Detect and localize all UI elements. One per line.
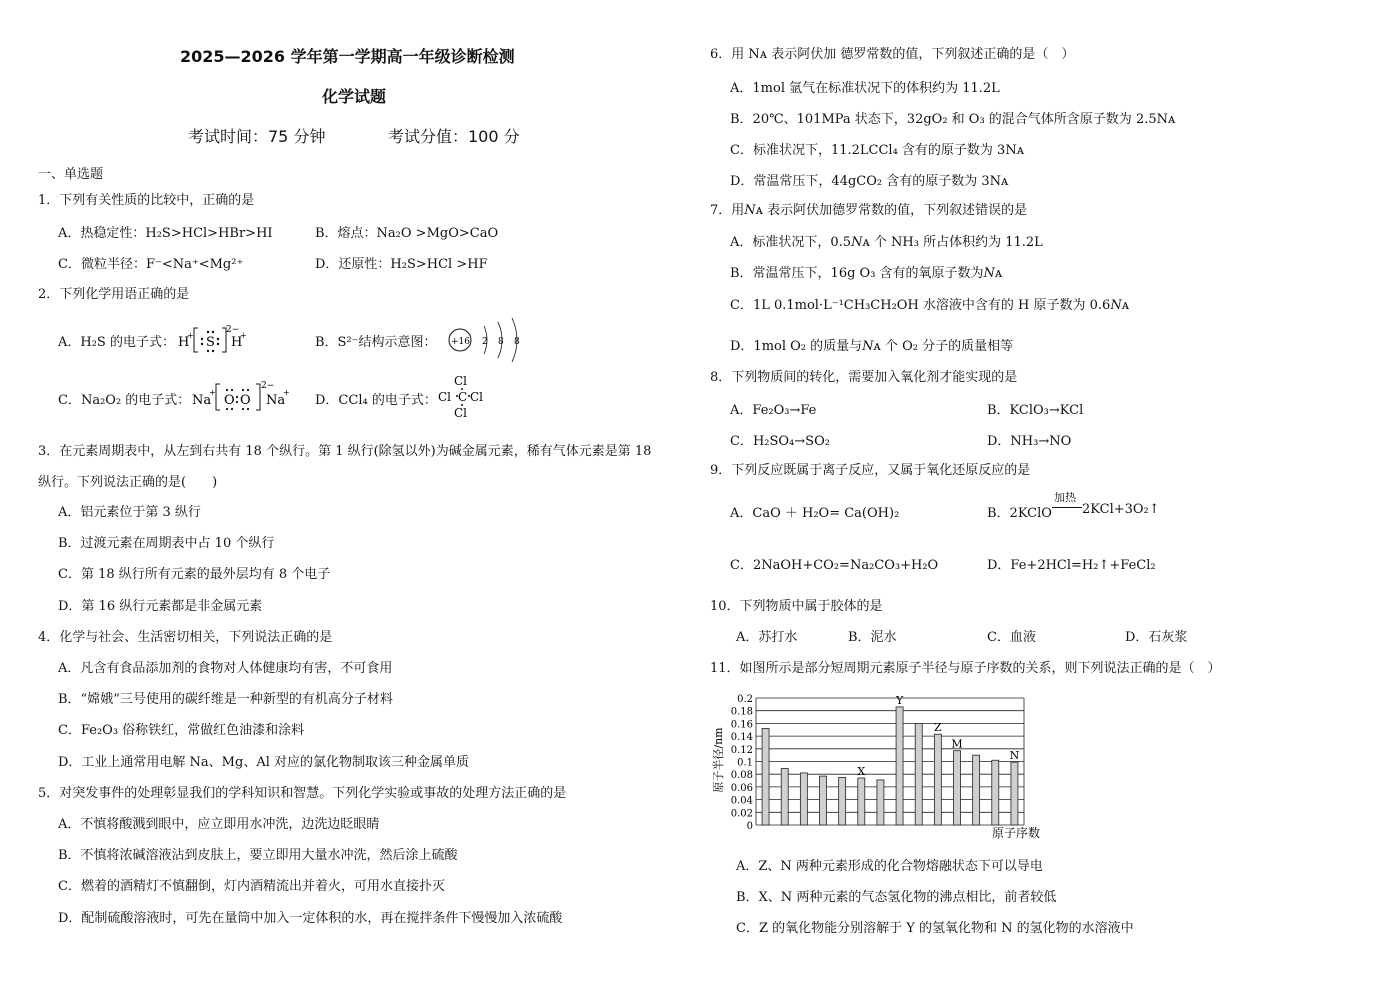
q10-option-b: B．泥水 [848, 630, 897, 645]
svg-text:S: S [206, 335, 215, 350]
q9-stem: 9．下列反应既属于离子反应，又属于氧化还原反应的是 [710, 463, 1031, 478]
exam-score: 考试分值：100 分 [388, 127, 520, 146]
svg-text:O: O [224, 393, 235, 408]
q4-option-b: B．“嫦娥”三号使用的碳纤维是一种新型的有机高分子材料 [58, 692, 393, 707]
bar [992, 760, 999, 825]
q3-option-b: B．过渡元素在周期表中占 10 个纵行 [58, 536, 275, 551]
bar [820, 776, 827, 825]
q6-option-a: A．1mol 氩气在标准状况下的体积约为 11.2L [730, 81, 1000, 96]
q9-option-a: A．CaO ＋ H₂O= Ca(OH)₂ [730, 506, 900, 521]
shell-3: 8 [514, 337, 520, 347]
q9-option-b-products: 2KCl+3O₂↑ [1082, 502, 1160, 517]
shell-2: 8 [498, 337, 504, 347]
q6-option-d: D．常温常压下，44gCO₂ 含有的原子数为 3Nᴀ [730, 174, 1009, 189]
q7-option-b: B．常温常压下，16g O₃ 含有的氧原子数为𝑁ᴀ [730, 266, 1003, 281]
bar [973, 755, 980, 825]
reaction-arrow-line [1052, 507, 1082, 508]
ccl4-electron-formula [436, 372, 494, 420]
q1-option-d: D．还原性：H₂S>HCl >HF [315, 257, 488, 272]
svg-text:Cl: Cl [438, 390, 452, 404]
h2s-electron-formula [176, 318, 256, 358]
y-tick-label: 0.1 [737, 757, 753, 769]
svg-text:O: O [240, 393, 251, 408]
svg-text:Na: Na [192, 393, 212, 408]
svg-text:C: C [458, 390, 468, 404]
y-tick-label: 0.16 [730, 719, 753, 731]
nucleus-charge: +16 [451, 337, 470, 347]
bar-label: Y [895, 693, 904, 707]
q11-stem: 11．如图所示是部分短周期元素原子半径与原子序数的关系，则下列说法正确的是（ ） [710, 661, 1221, 676]
q10-option-c: C．血液 [987, 630, 1036, 645]
svg-text:Cl: Cl [454, 374, 468, 388]
bar [800, 773, 807, 825]
q8-option-a: A．Fe₂O₃→Fe [730, 403, 817, 418]
y-tick-label: 0 [746, 821, 753, 832]
svg-text:+: + [187, 331, 194, 340]
svg-text:+: + [209, 388, 216, 397]
exam-time: 考试时间：75 分钟 [188, 127, 326, 146]
q2-option-b: B．S²⁻结构示意图： [315, 335, 437, 350]
q4-option-d: D．工业上通常用电解 Na、Mg、Al 对应的氯化物制取该三种金属单质 [58, 755, 469, 770]
q8-option-b: B．KClO₃→KCl [987, 403, 1084, 418]
q2-option-a: A．H₂S 的电子式： [58, 335, 175, 350]
q5-option-b: B．不慎将浓碱溶液沾到皮肤上，要立即用大量水冲洗，然后涂上硫酸 [58, 848, 458, 863]
q4-option-c: C．Fe₂O₃ 俗称铁红，常做红色油漆和涂料 [58, 723, 305, 738]
q7-option-a: A．标准状况下，0.5𝑁ᴀ 个 NH₃ 所占体积约为 11.2L [730, 235, 1043, 250]
bar [954, 751, 961, 825]
chart-y-ticks [731, 694, 753, 832]
bar-label: X [857, 765, 866, 779]
q10-option-d: D．石灰浆 [1125, 630, 1188, 645]
y-tick-label: 0.02 [730, 808, 753, 820]
q7-option-c: C．1L 0.1mol·L⁻¹CH₃CH₂OH 水溶液中含有的 H 原子数为 0.6𝑁ᴀ [730, 298, 1130, 313]
chart-x-axis-label: 原子序数 [992, 826, 1041, 840]
q8-stem: 8．下列物质间的转化，需要加入氧化剂才能实现的是 [710, 370, 1018, 385]
bar-label: M [951, 737, 963, 751]
bar-label: Z [934, 721, 942, 735]
q11-option-a: A．Z、N 两种元素形成的化合物熔融状态下可以导电 [736, 859, 1043, 874]
subject-title: 化学试题 [322, 87, 387, 106]
q3-option-d: D．第 16 纵行元素都是非金属元素 [58, 599, 263, 614]
q7-stem: 7．用𝑁ᴀ 表示阿伏加德罗常数的值，下列叙述错误的是 [710, 203, 1028, 218]
svg-text:H: H [231, 335, 243, 350]
bar-label: N [1009, 749, 1020, 763]
q1-option-b: B．熔点：Na₂O >MgO>CaO [315, 226, 499, 241]
y-tick-label: 0.12 [730, 744, 753, 756]
bar [1011, 762, 1018, 825]
y-tick-label: 0.06 [730, 782, 753, 794]
q5-option-d: D．配制硫酸溶液时，可先在量筒中加入一定体积的水，再在搅拌条件下慢慢加入浓硫酸 [58, 911, 563, 926]
q1-option-a: A．热稳定性：H₂S>HCl>HBr>HI [58, 226, 273, 241]
q8-option-c: C．H₂SO₄→SO₂ [730, 434, 830, 449]
q9-option-c: C．2NaOH+CO₂=Na₂CO₃+H₂O [730, 558, 939, 573]
shell-1: 2 [482, 337, 488, 347]
s2-structure-diagram [444, 314, 530, 362]
svg-text:2−: 2− [226, 325, 240, 335]
svg-text:+: + [283, 388, 290, 397]
q2-stem: 2．下列化学用语正确的是 [38, 287, 190, 302]
bar [896, 707, 903, 825]
q5-stem: 5．对突发事件的处理彰显我们的学科知识和智慧。下列化学实验或事故的处理方法正确的是 [38, 786, 567, 801]
svg-text:Cl: Cl [454, 406, 468, 420]
q9-option-d: D．Fe+2HCl=H₂↑+FeCl₂ [987, 558, 1156, 573]
svg-text:2−: 2− [261, 381, 275, 391]
bar [877, 780, 884, 825]
q11-option-c: C．Z 的氧化物能分别溶解于 Y 的氢氧化物和 N 的氢化物的水溶液中 [736, 921, 1134, 936]
q8-option-d: D．NH₃→NO [987, 434, 1072, 449]
section-heading: 一、单选题 [38, 167, 104, 182]
q5-option-c: C．燃着的酒精灯不慎翻倒，灯内酒精流出并着火，可用水直接扑灭 [58, 879, 445, 894]
q4-option-a: A．凡含有食品添加剂的食物对人体健康均有害，不可食用 [58, 661, 393, 676]
y-tick-label: 0.18 [730, 706, 753, 718]
q7-option-d: D．1mol O₂ 的质量与𝑁ᴀ 个 O₂ 分子的质量相等 [730, 339, 1014, 354]
q3-stem-line1: 3．在元素周期表中，从左到右共有 18 个纵行。第 1 纵行(除氢以外)为碱金属元素，稀有气体元素是第 18 [38, 444, 652, 459]
q9-option-b-prefix: B．2KClO [987, 506, 1052, 521]
q2-option-d: D．CCl₄ 的电子式： [315, 393, 437, 408]
q6-option-c: C．标准状况下，11.2LCCl₄ 含有的原子数为 3Nᴀ [730, 143, 1025, 158]
exam-title: 2025—2026 学年第一学期高一年级诊断检测 [180, 47, 515, 66]
q10-stem: 10．下列物质中属于胶体的是 [710, 599, 883, 614]
q6-stem: 6．用 Nᴀ 表示阿伏加 德罗常数的值，下列叙述正确的是（ ） [710, 47, 1075, 62]
q3-option-c: C．第 18 纵行所有元素的最外层均有 8 个电子 [58, 567, 331, 582]
y-tick-label: 0.04 [730, 795, 753, 807]
q1-option-c: C．微粒半径：F⁻<Na⁺<Mg²⁺ [58, 257, 244, 272]
q10-option-a: A．苏打水 [736, 630, 798, 645]
na2o2-electron-formula [190, 378, 290, 414]
svg-text:H: H [178, 335, 190, 350]
bar [915, 723, 922, 825]
q9-option-b-condition: 加热 [1054, 491, 1076, 504]
q6-option-b: B．20℃、101MPa 状态下，32gO₂ 和 O₃ 的混合气体所含原子数为 2.5Nᴀ [730, 112, 1176, 127]
svg-text:+: + [240, 331, 247, 340]
y-tick-label: 0.14 [730, 732, 753, 744]
q3-stem-line2: 纵行。下列说法正确的是( ) [38, 475, 218, 490]
chart-grid [756, 698, 1024, 825]
chart-bars [762, 707, 1018, 825]
bar [839, 777, 846, 825]
y-tick-label: 0.08 [730, 770, 753, 782]
bar [781, 768, 788, 825]
bar [934, 734, 941, 825]
svg-text:Cl: Cl [470, 390, 484, 404]
q3-option-a: A．铝元素位于第 3 纵行 [58, 505, 201, 520]
bar [762, 728, 769, 825]
chart-y-axis-label: 原子半径/nm [712, 727, 725, 793]
bar [858, 778, 865, 825]
q5-option-a: A．不慎将酸溅到眼中，应立即用水冲洗，边洗边眨眼睛 [58, 817, 380, 832]
q1-stem: 1．下列有关性质的比较中，正确的是 [38, 193, 255, 208]
svg-text:Na: Na [266, 393, 286, 408]
q2-option-c: C．Na₂O₂ 的电子式： [58, 393, 191, 408]
q4-stem: 4．化学与社会、生活密切相关，下列说法正确的是 [38, 630, 333, 645]
y-tick-label: 0.2 [737, 694, 753, 705]
q11-option-b: B．X、N 两种元素的气态氢化物的沸点相比，前者较低 [736, 890, 1057, 905]
atomic-radius-chart [708, 688, 1068, 844]
